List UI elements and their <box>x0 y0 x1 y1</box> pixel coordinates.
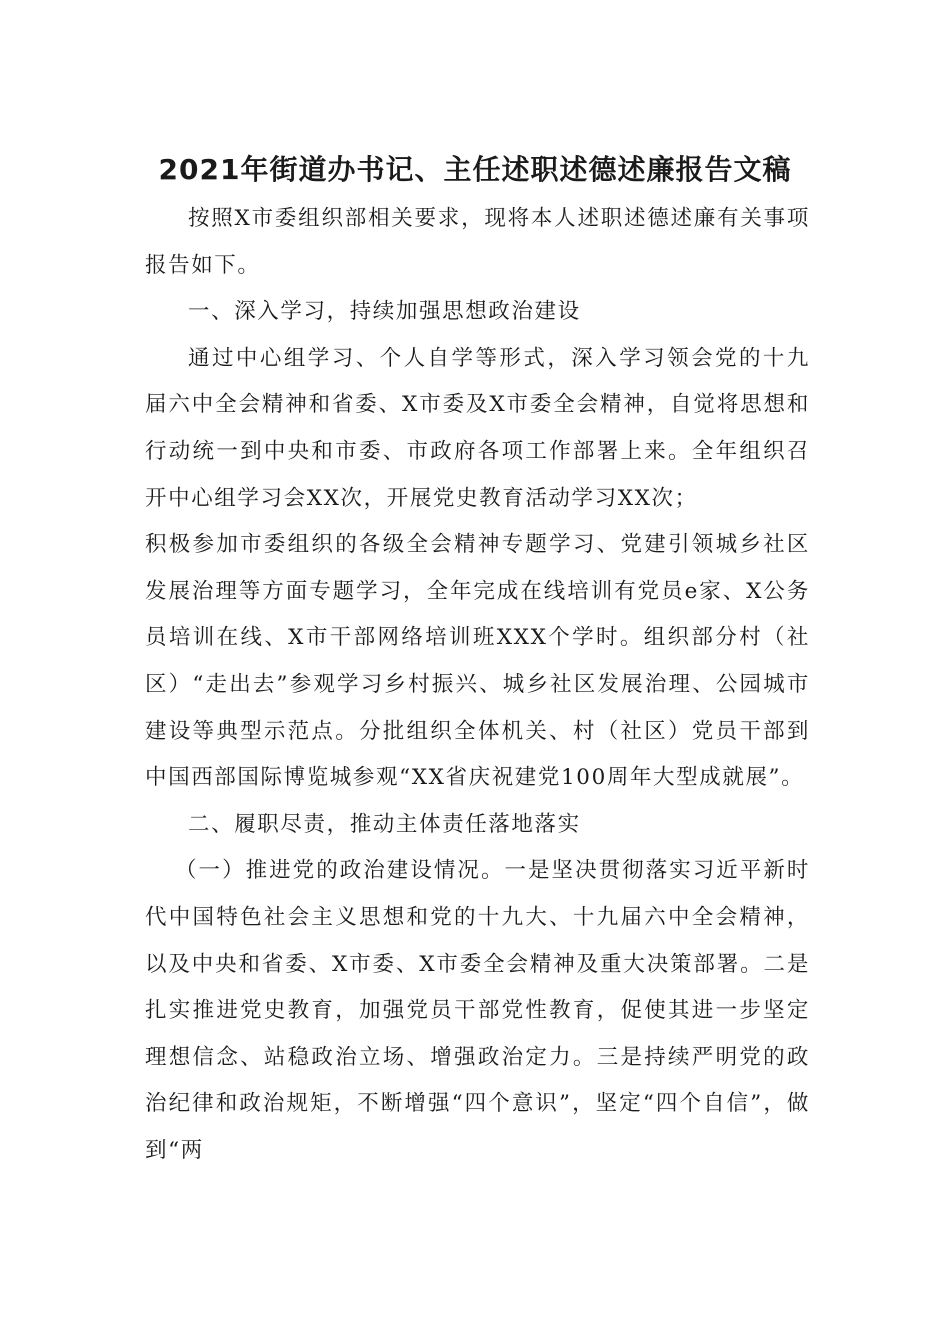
section-heading-1: 一、深入学习，持续加强思想政治建设 <box>188 299 581 325</box>
body-paragraph: 通过中心组学习、个人自学等形式，深入学习领会党的十九届六中全会精神和省委、X市委及X市委全会精神，自觉将思想和行动统一到中央和市委、市政府各项工作部署上来。全年组织召开中心组学习会XX次，开展党史教育活动学习XX次； <box>145 345 810 511</box>
document-body <box>145 196 810 1174</box>
intro-paragraph: 按照X市委组织部相关要求，现将本人述职述德述廉有关事项报告如下。 <box>145 206 810 278</box>
document-title: 2021年街道办书记、主任述职述德述廉报告文稿 <box>158 153 792 186</box>
body-paragraph: （一）推进党的政治建设情况。一是坚决贯彻落实习近平新时代中国特色社会主义思想和党的十九大、十九届六中全会精神，以及中央和省委、X市委、X市委全会精神及重大决策部署。二是扎实推进党史教育，加强党员干部党性教育，促使其进一步坚定理想信念、站稳政治立场、增强政治定力。三是持续严明党的政治纪律和政治规矩，不断增强“四个意识”，坚定“四个自信”，做到“两 <box>145 858 810 1163</box>
body-paragraph: 积极参加市委组织的各级全会精神专题学习、党建引领城乡社区发展治理等方面专题学习，全年完成在线培训有党员e家、X公务员培训在线、X市干部网络培训班XXX个学时。组织部分村（社区）“走出去”参观学习乡村振兴、城乡社区发展治理、公园城市建设等典型示范点。分批组织全体机关、村（社区）党员干部到中国西部国际博览城参观“XX省庆祝建党100周年大型成就展”。 <box>145 532 810 791</box>
section-heading-2: 二、履职尽责，推动主体责任落地落实 <box>188 811 581 837</box>
